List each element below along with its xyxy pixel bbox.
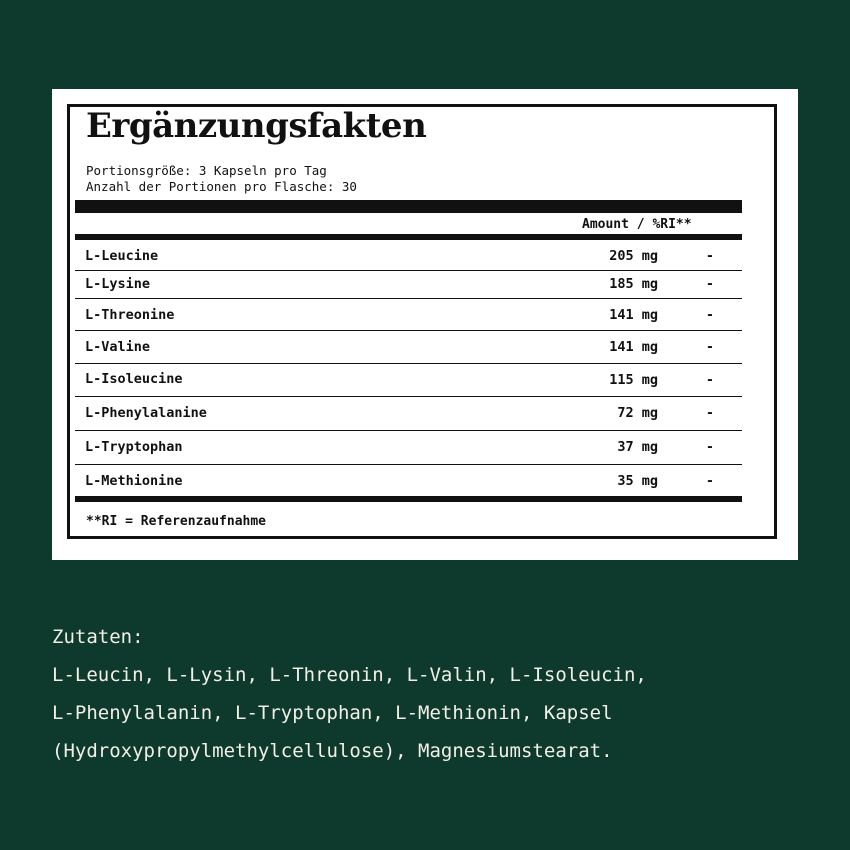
nutrient-amount: 115 mg (609, 372, 658, 388)
table-row (75, 465, 742, 496)
nutrient-ri: - (705, 307, 714, 323)
ingredients-section (52, 618, 812, 770)
nutrient-amount: 72 mg (617, 405, 658, 421)
table-row (75, 271, 742, 299)
nutrient-amount: 205 mg (609, 248, 658, 264)
table-row (75, 431, 742, 465)
table-row (75, 397, 742, 431)
nutrient-name: L-Isoleucine (85, 371, 183, 387)
nutrient-amount: 35 mg (617, 473, 658, 489)
serving-size: Portionsgröße: 3 Kapseln pro Tag (86, 163, 327, 178)
nutrient-ri: - (705, 339, 714, 355)
nutrient-ri: - (705, 439, 714, 455)
nutrient-amount: 185 mg (609, 276, 658, 292)
nutrient-name: L-Leucine (85, 248, 159, 264)
ingredients-line: (Hydroxypropylmethylcellulose), Magnesiumstearat. (52, 740, 613, 762)
facts-title: Ergänzungsfakten (86, 106, 427, 146)
nutrient-name: L-Tryptophan (85, 439, 183, 455)
divider-thick-top (75, 200, 742, 213)
ingredients-heading: Zutaten: (52, 626, 144, 648)
supplement-facts-panel (52, 89, 798, 560)
nutrient-amount: 141 mg (609, 339, 658, 355)
ingredients-line: L-Leucin, L-Lysin, L-Threonin, L-Valin, L-Isoleucin, (52, 664, 647, 686)
nutrient-amount: 37 mg (617, 439, 658, 455)
divider-thick-bottom (75, 496, 742, 502)
nutrient-amount: 141 mg (609, 307, 658, 323)
nutrient-name: L-Threonine (85, 307, 175, 323)
amount-ri-header: Amount / %RI** (582, 217, 692, 232)
table-row (75, 331, 742, 364)
nutrient-ri: - (705, 405, 714, 421)
nutrient-name: L-Methionine (85, 473, 183, 489)
nutrient-name: L-Lysine (85, 276, 151, 292)
ri-footnote: **RI = Referenzaufnahme (86, 514, 267, 529)
nutrient-name: L-Valine (85, 339, 151, 355)
table-row (75, 299, 742, 331)
nutrient-name: L-Phenylalanine (85, 405, 207, 421)
servings-per-container: Anzahl der Portionen pro Flasche: 30 (86, 179, 357, 194)
nutrient-ri: - (705, 276, 714, 292)
ingredients-line: L-Phenylalanin, L-Tryptophan, L-Methionin, Kapsel (52, 702, 613, 724)
nutrient-ri: - (705, 248, 714, 264)
table-row (75, 364, 742, 397)
nutrient-ri: - (705, 372, 714, 388)
table-row (75, 240, 742, 271)
nutrient-ri: - (705, 473, 714, 489)
